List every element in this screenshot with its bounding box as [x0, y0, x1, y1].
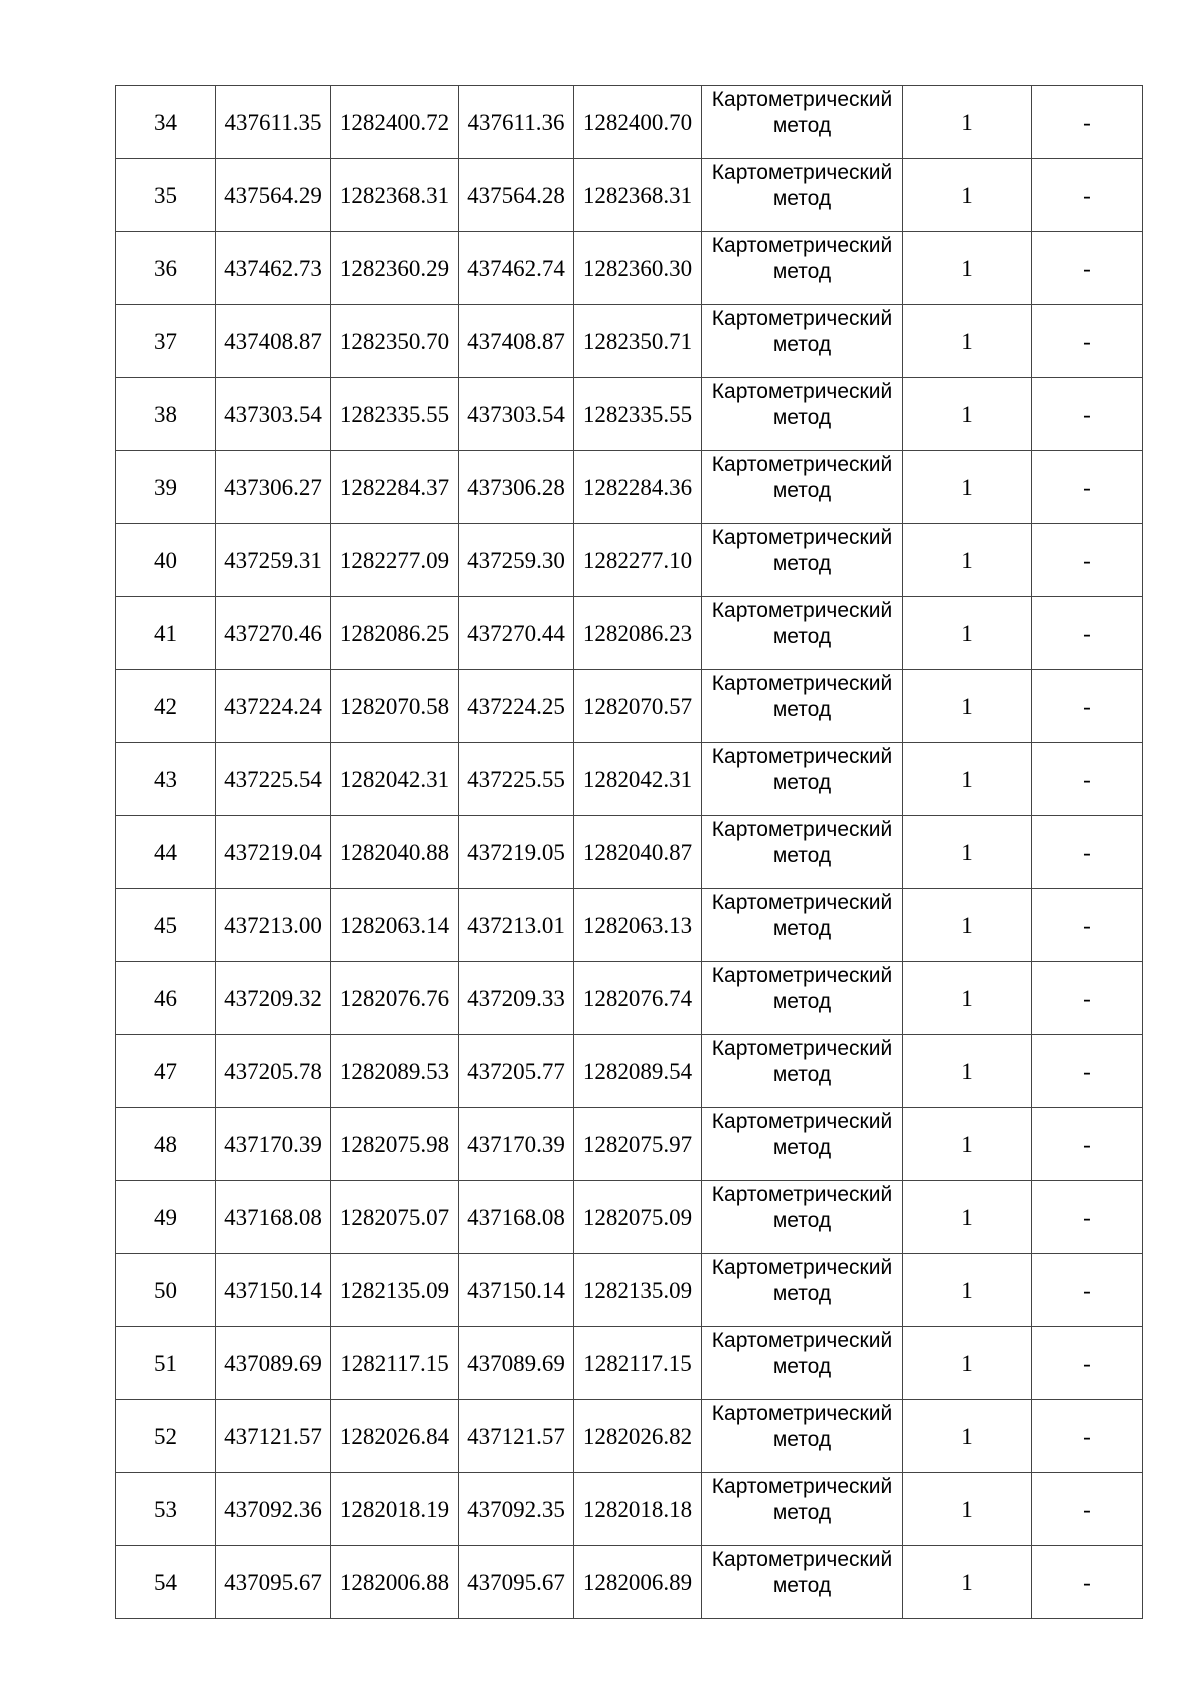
point-number-cell: 39 [116, 451, 216, 524]
method-word-text: метод [772, 625, 832, 648]
note-cell: - [1032, 524, 1143, 597]
note-cell: - [1032, 962, 1143, 1035]
note-cell: - [1032, 889, 1143, 962]
accuracy-cell: 1 [903, 1327, 1032, 1400]
method-name-text: Картометрический [711, 1037, 893, 1060]
note-cell: - [1032, 1400, 1143, 1473]
method-word-text: метод [772, 1501, 832, 1524]
y-coordinate-cell: 1282284.37 [331, 451, 459, 524]
method-word-text: метод [772, 479, 832, 502]
table-row [116, 962, 1143, 1035]
method-word-text: метод [772, 1063, 832, 1086]
point-number-cell: 53 [116, 1473, 216, 1546]
table-row [116, 1327, 1143, 1400]
x-coordinate-new-cell: 437121.57 [459, 1400, 574, 1473]
x-coordinate-cell: 437224.24 [216, 670, 331, 743]
y-coordinate-cell: 1282089.53 [331, 1035, 459, 1108]
method-name-text: Картометрический [711, 234, 893, 257]
accuracy-cell: 1 [903, 597, 1032, 670]
x-coordinate-cell: 437205.78 [216, 1035, 331, 1108]
table-row [116, 1108, 1143, 1181]
y-coordinate-new-cell: 1282360.30 [574, 232, 702, 305]
x-coordinate-new-cell: 437095.67 [459, 1546, 574, 1619]
table-row [116, 1473, 1143, 1546]
method-cell [702, 597, 903, 670]
method-cell [702, 1254, 903, 1327]
y-coordinate-new-cell: 1282026.82 [574, 1400, 702, 1473]
method-cell [702, 524, 903, 597]
y-coordinate-cell: 1282018.19 [331, 1473, 459, 1546]
table-body [116, 86, 1143, 1619]
point-number-cell: 44 [116, 816, 216, 889]
method-cell [702, 962, 903, 1035]
method-word-text: метод [772, 333, 832, 356]
y-coordinate-cell: 1282006.88 [331, 1546, 459, 1619]
note-cell: - [1032, 743, 1143, 816]
point-number-cell: 52 [116, 1400, 216, 1473]
note-cell: - [1032, 1546, 1143, 1619]
x-coordinate-new-cell: 437259.30 [459, 524, 574, 597]
table-row [116, 159, 1143, 232]
y-coordinate-new-cell: 1282042.31 [574, 743, 702, 816]
y-coordinate-new-cell: 1282277.10 [574, 524, 702, 597]
y-coordinate-cell: 1282335.55 [331, 378, 459, 451]
y-coordinate-new-cell: 1282086.23 [574, 597, 702, 670]
method-cell [702, 86, 903, 159]
x-coordinate-cell: 437462.73 [216, 232, 331, 305]
method-name-text: Картометрический [711, 599, 893, 622]
y-coordinate-cell: 1282070.58 [331, 670, 459, 743]
accuracy-cell: 1 [903, 1181, 1032, 1254]
y-coordinate-new-cell: 1282284.36 [574, 451, 702, 524]
accuracy-cell: 1 [903, 1035, 1032, 1108]
point-number-cell: 51 [116, 1327, 216, 1400]
note-cell: - [1032, 1035, 1143, 1108]
accuracy-cell: 1 [903, 670, 1032, 743]
note-cell: - [1032, 816, 1143, 889]
method-name-text: Картометрический [711, 453, 893, 476]
coordinates-table [115, 85, 1143, 1619]
method-word-text: метод [772, 1574, 832, 1597]
point-number-cell: 38 [116, 378, 216, 451]
x-coordinate-new-cell: 437462.74 [459, 232, 574, 305]
x-coordinate-new-cell: 437092.35 [459, 1473, 574, 1546]
method-name-text: Картометрический [711, 672, 893, 695]
x-coordinate-new-cell: 437089.69 [459, 1327, 574, 1400]
table-row [116, 1181, 1143, 1254]
accuracy-cell: 1 [903, 524, 1032, 597]
x-coordinate-new-cell: 437611.36 [459, 86, 574, 159]
method-cell [702, 451, 903, 524]
accuracy-cell: 1 [903, 816, 1032, 889]
point-number-cell: 40 [116, 524, 216, 597]
note-cell: - [1032, 1108, 1143, 1181]
y-coordinate-new-cell: 1282018.18 [574, 1473, 702, 1546]
table-row [116, 670, 1143, 743]
method-cell [702, 1400, 903, 1473]
y-coordinate-cell: 1282117.15 [331, 1327, 459, 1400]
method-cell [702, 1473, 903, 1546]
x-coordinate-cell: 437306.27 [216, 451, 331, 524]
method-cell [702, 1327, 903, 1400]
table-row [116, 232, 1143, 305]
method-name-text: Картометрический [711, 1183, 893, 1206]
accuracy-cell: 1 [903, 962, 1032, 1035]
note-cell: - [1032, 232, 1143, 305]
y-coordinate-cell: 1282075.98 [331, 1108, 459, 1181]
accuracy-cell: 1 [903, 1400, 1032, 1473]
accuracy-cell: 1 [903, 743, 1032, 816]
point-number-cell: 47 [116, 1035, 216, 1108]
method-cell [702, 159, 903, 232]
table-row [116, 1546, 1143, 1619]
method-word-text: метод [772, 1282, 832, 1305]
method-name-text: Картометрический [711, 380, 893, 403]
method-cell [702, 889, 903, 962]
point-number-cell: 41 [116, 597, 216, 670]
x-coordinate-cell: 437213.00 [216, 889, 331, 962]
x-coordinate-cell: 437121.57 [216, 1400, 331, 1473]
method-name-text: Картометрический [711, 745, 893, 768]
point-number-cell: 46 [116, 962, 216, 1035]
point-number-cell: 49 [116, 1181, 216, 1254]
method-cell [702, 305, 903, 378]
accuracy-cell: 1 [903, 1108, 1032, 1181]
table-row [116, 378, 1143, 451]
y-coordinate-cell: 1282040.88 [331, 816, 459, 889]
note-cell: - [1032, 670, 1143, 743]
method-name-text: Картометрический [711, 1256, 893, 1279]
y-coordinate-cell: 1282042.31 [331, 743, 459, 816]
method-cell [702, 232, 903, 305]
method-name-text: Картометрический [711, 1475, 893, 1498]
method-name-text: Картометрический [711, 964, 893, 987]
method-name-text: Картометрический [711, 526, 893, 549]
accuracy-cell: 1 [903, 451, 1032, 524]
method-word-text: метод [772, 1428, 832, 1451]
y-coordinate-cell: 1282350.70 [331, 305, 459, 378]
accuracy-cell: 1 [903, 378, 1032, 451]
x-coordinate-new-cell: 437270.44 [459, 597, 574, 670]
method-name-text: Картометрический [711, 891, 893, 914]
method-word-text: метод [772, 187, 832, 210]
x-coordinate-cell: 437225.54 [216, 743, 331, 816]
note-cell: - [1032, 159, 1143, 232]
x-coordinate-cell: 437170.39 [216, 1108, 331, 1181]
method-name-text: Картометрический [711, 307, 893, 330]
x-coordinate-cell: 437259.31 [216, 524, 331, 597]
y-coordinate-new-cell: 1282335.55 [574, 378, 702, 451]
table-row [116, 816, 1143, 889]
point-number-cell: 43 [116, 743, 216, 816]
x-coordinate-new-cell: 437303.54 [459, 378, 574, 451]
y-coordinate-new-cell: 1282063.13 [574, 889, 702, 962]
method-word-text: метод [772, 1355, 832, 1378]
point-number-cell: 54 [116, 1546, 216, 1619]
y-coordinate-new-cell: 1282070.57 [574, 670, 702, 743]
method-word-text: метод [772, 990, 832, 1013]
table-row [116, 889, 1143, 962]
method-word-text: метод [772, 552, 832, 575]
method-cell [702, 1108, 903, 1181]
x-coordinate-cell: 437219.04 [216, 816, 331, 889]
x-coordinate-new-cell: 437408.87 [459, 305, 574, 378]
method-cell [702, 1035, 903, 1108]
point-number-cell: 50 [116, 1254, 216, 1327]
x-coordinate-cell: 437303.54 [216, 378, 331, 451]
x-coordinate-cell: 437564.29 [216, 159, 331, 232]
y-coordinate-cell: 1282135.09 [331, 1254, 459, 1327]
table-row [116, 305, 1143, 378]
point-number-cell: 35 [116, 159, 216, 232]
table-row [116, 1254, 1143, 1327]
method-word-text: метод [772, 1136, 832, 1159]
y-coordinate-cell: 1282400.72 [331, 86, 459, 159]
method-cell [702, 1181, 903, 1254]
x-coordinate-cell: 437270.46 [216, 597, 331, 670]
note-cell: - [1032, 86, 1143, 159]
accuracy-cell: 1 [903, 159, 1032, 232]
point-number-cell: 37 [116, 305, 216, 378]
accuracy-cell: 1 [903, 1473, 1032, 1546]
y-coordinate-cell: 1282360.29 [331, 232, 459, 305]
note-cell: - [1032, 378, 1143, 451]
x-coordinate-cell: 437408.87 [216, 305, 331, 378]
accuracy-cell: 1 [903, 889, 1032, 962]
y-coordinate-new-cell: 1282135.09 [574, 1254, 702, 1327]
note-cell: - [1032, 597, 1143, 670]
table-row [116, 86, 1143, 159]
x-coordinate-new-cell: 437564.28 [459, 159, 574, 232]
y-coordinate-cell: 1282277.09 [331, 524, 459, 597]
x-coordinate-new-cell: 437306.28 [459, 451, 574, 524]
method-word-text: метод [772, 1209, 832, 1232]
table-row [116, 597, 1143, 670]
y-coordinate-new-cell: 1282076.74 [574, 962, 702, 1035]
y-coordinate-cell: 1282075.07 [331, 1181, 459, 1254]
x-coordinate-cell: 437611.35 [216, 86, 331, 159]
accuracy-cell: 1 [903, 305, 1032, 378]
x-coordinate-new-cell: 437213.01 [459, 889, 574, 962]
y-coordinate-new-cell: 1282368.31 [574, 159, 702, 232]
note-cell: - [1032, 1181, 1143, 1254]
method-name-text: Картометрический [711, 818, 893, 841]
accuracy-cell: 1 [903, 86, 1032, 159]
method-word-text: метод [772, 114, 832, 137]
method-name-text: Картометрический [711, 1110, 893, 1133]
x-coordinate-cell: 437095.67 [216, 1546, 331, 1619]
accuracy-cell: 1 [903, 1546, 1032, 1619]
note-cell: - [1032, 1254, 1143, 1327]
point-number-cell: 36 [116, 232, 216, 305]
y-coordinate-cell: 1282086.25 [331, 597, 459, 670]
table-row [116, 1400, 1143, 1473]
method-name-text: Картометрический [711, 88, 893, 111]
note-cell: - [1032, 1473, 1143, 1546]
table-row [116, 451, 1143, 524]
method-cell [702, 670, 903, 743]
table-row [116, 743, 1143, 816]
method-word-text: метод [772, 844, 832, 867]
y-coordinate-new-cell: 1282117.15 [574, 1327, 702, 1400]
y-coordinate-new-cell: 1282006.89 [574, 1546, 702, 1619]
method-word-text: метод [772, 260, 832, 283]
y-coordinate-new-cell: 1282350.71 [574, 305, 702, 378]
method-word-text: метод [772, 771, 832, 794]
x-coordinate-new-cell: 437170.39 [459, 1108, 574, 1181]
x-coordinate-new-cell: 437224.25 [459, 670, 574, 743]
y-coordinate-new-cell: 1282089.54 [574, 1035, 702, 1108]
x-coordinate-cell: 437150.14 [216, 1254, 331, 1327]
method-cell [702, 816, 903, 889]
accuracy-cell: 1 [903, 232, 1032, 305]
x-coordinate-new-cell: 437209.33 [459, 962, 574, 1035]
table-row [116, 1035, 1143, 1108]
method-cell [702, 1546, 903, 1619]
table-row [116, 524, 1143, 597]
method-name-text: Картометрический [711, 161, 893, 184]
y-coordinate-cell: 1282063.14 [331, 889, 459, 962]
method-word-text: метод [772, 917, 832, 940]
x-coordinate-new-cell: 437225.55 [459, 743, 574, 816]
y-coordinate-cell: 1282076.76 [331, 962, 459, 1035]
x-coordinate-new-cell: 437150.14 [459, 1254, 574, 1327]
point-number-cell: 34 [116, 86, 216, 159]
method-word-text: метод [772, 406, 832, 429]
y-coordinate-cell: 1282368.31 [331, 159, 459, 232]
method-name-text: Картометрический [711, 1548, 893, 1571]
method-cell [702, 743, 903, 816]
note-cell: - [1032, 451, 1143, 524]
x-coordinate-cell: 437209.32 [216, 962, 331, 1035]
x-coordinate-cell: 437168.08 [216, 1181, 331, 1254]
accuracy-cell: 1 [903, 1254, 1032, 1327]
point-number-cell: 48 [116, 1108, 216, 1181]
method-cell [702, 378, 903, 451]
x-coordinate-new-cell: 437205.77 [459, 1035, 574, 1108]
y-coordinate-cell: 1282026.84 [331, 1400, 459, 1473]
x-coordinate-new-cell: 437219.05 [459, 816, 574, 889]
point-number-cell: 42 [116, 670, 216, 743]
method-name-text: Картометрический [711, 1402, 893, 1425]
point-number-cell: 45 [116, 889, 216, 962]
note-cell: - [1032, 1327, 1143, 1400]
y-coordinate-new-cell: 1282075.09 [574, 1181, 702, 1254]
x-coordinate-cell: 437092.36 [216, 1473, 331, 1546]
method-name-text: Картометрический [711, 1329, 893, 1352]
method-word-text: метод [772, 698, 832, 721]
y-coordinate-new-cell: 1282075.97 [574, 1108, 702, 1181]
x-coordinate-new-cell: 437168.08 [459, 1181, 574, 1254]
y-coordinate-new-cell: 1282040.87 [574, 816, 702, 889]
note-cell: - [1032, 305, 1143, 378]
x-coordinate-cell: 437089.69 [216, 1327, 331, 1400]
y-coordinate-new-cell: 1282400.70 [574, 86, 702, 159]
